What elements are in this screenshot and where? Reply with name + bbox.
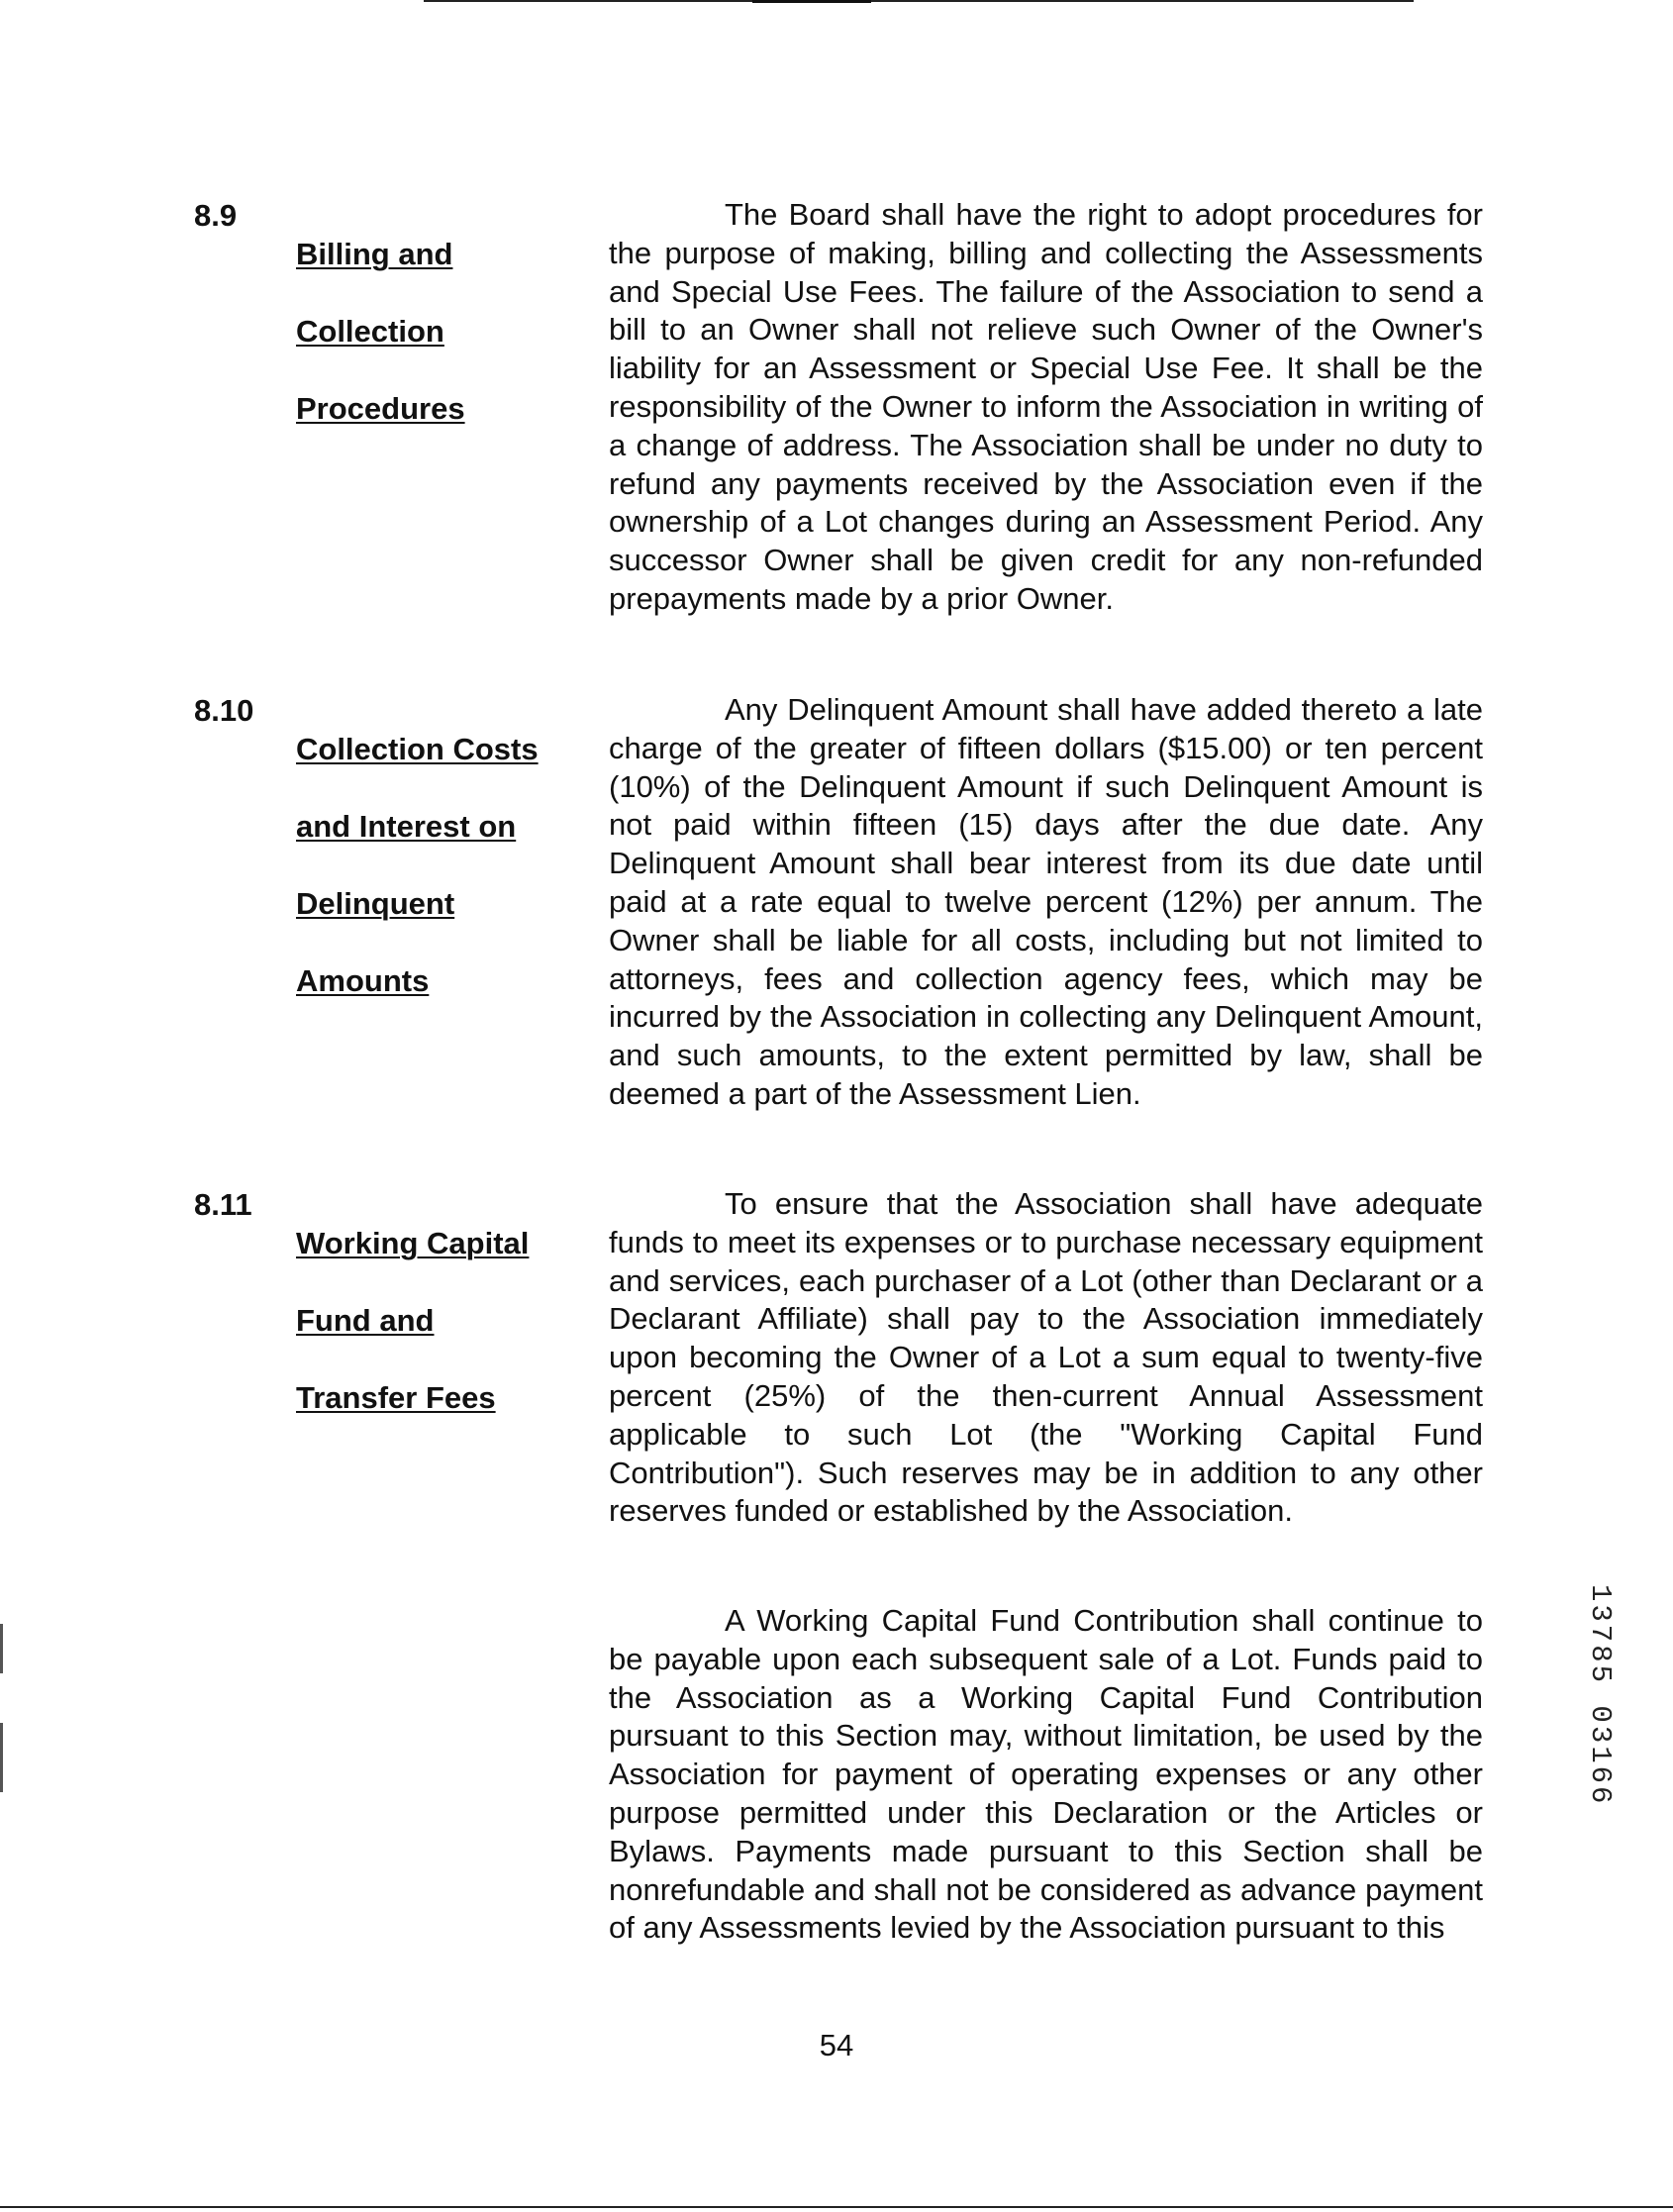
- recording-stamp: 13785 03166: [1584, 1584, 1617, 1807]
- section-title-line: and Interest on: [296, 809, 517, 844]
- section-title-line: Transfer Fees: [296, 1380, 496, 1415]
- section-title-line: Collection: [296, 314, 444, 349]
- section-number: 8.9: [194, 198, 238, 233]
- scan-edge-mark: [0, 1624, 3, 1673]
- section-title-line: Amounts: [296, 963, 430, 998]
- section-title-line: Collection Costs: [296, 732, 539, 766]
- scan-border-top: [424, 0, 1414, 2]
- section-title: [296, 196, 573, 428]
- scan-border-top-mark: [752, 0, 871, 3]
- section-number: 8.11: [194, 1187, 252, 1222]
- section-paragraph: A Working Capital Fund Contribution shall continue to be payable upon each subsequent sale of a Lot. Funds paid to the Association as a Working Capital Fund Contribution pursuant to this Section may, without limitation, be used by the Association for payment of operating expenses or any other purpose permitted under this Declaration or the Articles or Bylaws. Payments made pursuant to this Section shall be nonrefundable and shall not be considered as advance payment of any Assessments levied by the Association pursuant to this: [609, 1603, 1483, 1946]
- scan-edge-mark: [0, 1723, 3, 1792]
- section-paragraph: To ensure that the Association shall have adequate funds to meet its expenses or to purchase necessary equipment and services, each purchaser of a Lot (other than Declarant or a Declarant Affiliate) shall pay to the Association immediately upon becoming the Owner of a Lot a sum equal to twenty-five percent (25%) of the then-current Annual Assessment applicable to such Lot (the "Working Capital Fund Contribution"). Such reserves may be in addition to any other reserves funded or established by the Association.: [609, 1186, 1483, 1529]
- section-number: 8.10: [194, 693, 254, 728]
- section-title: [296, 1185, 573, 1417]
- section-title-line: Delinquent: [296, 886, 455, 921]
- scan-border-bottom: [0, 2206, 1673, 2208]
- section-title-line: Fund and: [296, 1303, 435, 1338]
- section-title-line: Procedures: [296, 391, 465, 426]
- page-number: 54: [819, 2028, 854, 2062]
- section-title: [296, 691, 573, 1000]
- section-title-line: Working Capital: [296, 1226, 530, 1260]
- section-paragraph: Any Delinquent Amount shall have added thereto a late charge of the greater of fifteen dollars ($15.00) or ten percent (10%) of the Delinquent Amount if such Delinquent Amount is not paid within fifteen (15) days after the due date. Any Delinquent Amount shall bear interest from its due date until paid at a rate equal to twelve percent (12%) per annum. The Owner shall be liable for all costs, including but not limited to attorneys, fees and collection agency fees, which may be incurred by the Association in collecting any Delinquent Amount, and such amounts, to the extent permitted by law, shall be deemed a part of the Assessment Lien.: [609, 692, 1483, 1111]
- section-title-line: Billing and: [296, 237, 453, 271]
- section-paragraph: The Board shall have the right to adopt procedures for the purpose of making, billing and collecting the Assessments and Special Use Fees. The failure of the Association to send a bill to an Owner shall not relieve such Owner of the Owner's liability for an Assessment or Special Use Fee. It shall be the responsibility of the Owner to inform the Association in writing of a change of address. The Association shall be under no duty to refund any payments received by the Association even if the ownership of a Lot changes during an Assessment Period. Any successor Owner shall be given credit for any non-refunded prepayments made by a prior Owner.: [609, 197, 1483, 616]
